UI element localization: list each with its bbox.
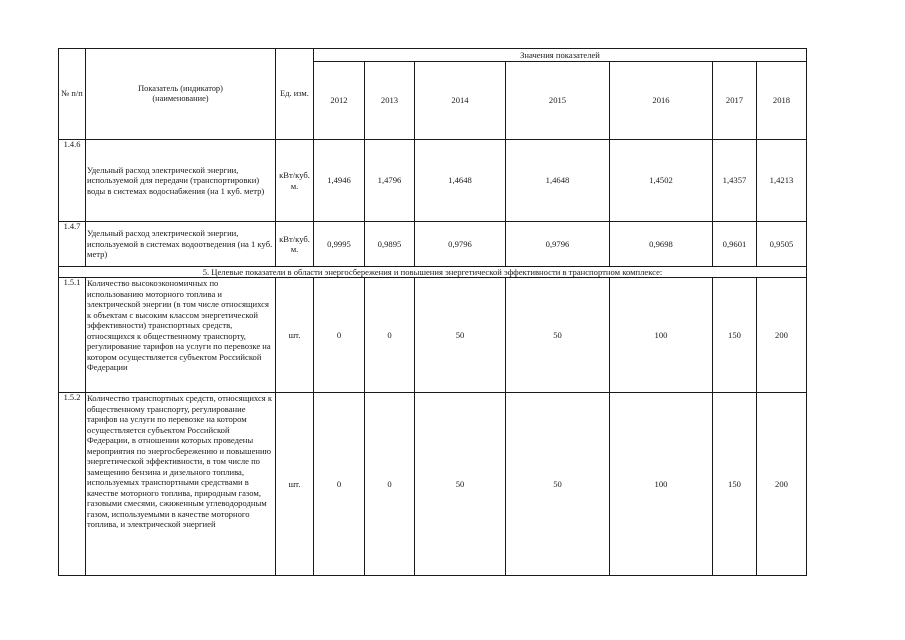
value-cell: 100: [610, 278, 713, 393]
table-row: [59, 278, 807, 393]
value-cell: 0,9796: [415, 222, 506, 267]
row-num: 1.5.1: [59, 278, 86, 393]
value-cell: 200: [757, 278, 807, 393]
value-cell: 0: [365, 393, 415, 576]
value-cell: 0,9601: [713, 222, 757, 267]
row-indicator: Количество транспортных средств, относящихся к общественному транспорту, регулирование тарифов на услуги по перевозке на котором осуществляется субъектом Российской Федерации, в отношении которых проведены мероприятия по энергосбережению и повышению энергетической эффективности, в том числе по замещению бензина и дизельного топлива, используемых транспортными средствами в качестве моторного топлива, природным газом, газовыми смесями, сжиженным углеводородным газом, используемыми в качестве моторного топлива, и электрической энергией: [86, 393, 276, 576]
header-year-2012: 2012: [314, 62, 365, 140]
value-cell: 1,4502: [610, 140, 713, 222]
header-unit: Ед. изм.: [276, 49, 314, 140]
section-row: [59, 267, 807, 278]
row-unit: шт.: [276, 278, 314, 393]
value-cell: 0: [314, 278, 365, 393]
row-unit: кВт/куб. м.: [276, 222, 314, 267]
indicators-table: [58, 48, 807, 576]
value-cell: 50: [415, 278, 506, 393]
value-cell: 1,4648: [415, 140, 506, 222]
value-cell: 150: [713, 278, 757, 393]
header-indicator: Показатель (индикатор) (наименование): [86, 49, 276, 140]
table-row: [59, 222, 807, 267]
value-cell: 200: [757, 393, 807, 576]
value-cell: 1,4648: [506, 140, 610, 222]
row-indicator: Удельный расход электрической энергии, используемой для передачи (транспортировки) воды в системах водоснабжения (на 1 куб. метр): [86, 140, 276, 222]
value-cell: 50: [415, 393, 506, 576]
row-num: 1.4.6: [59, 140, 86, 222]
value-cell: 0: [314, 393, 365, 576]
header-num: № п/п: [59, 49, 86, 140]
header-year-2018: 2018: [757, 62, 807, 140]
header-year-2013: 2013: [365, 62, 415, 140]
header-year-2015: 2015: [506, 62, 610, 140]
header-year-2017: 2017: [713, 62, 757, 140]
table-row: [59, 140, 807, 222]
row-num: 1.5.2: [59, 393, 86, 576]
value-cell: 0,9796: [506, 222, 610, 267]
value-cell: 1,4357: [713, 140, 757, 222]
value-cell: 1,4946: [314, 140, 365, 222]
row-unit: шт.: [276, 393, 314, 576]
section-title: 5. Целевые показатели в области энергосбережения и повышения энергетической эффективности в транспортном комплексе:: [59, 267, 807, 278]
table-row: [59, 393, 807, 576]
value-cell: 0,9698: [610, 222, 713, 267]
row-unit: кВт/куб. м.: [276, 140, 314, 222]
row-indicator: Количество высокоэкономичных по использованию моторного топлива и электрической энергии (в том числе относящихся к объектам с высоким классом энергетической эффективности) транспортных средств, относящихся к общественному транспорту, регулирование тарифов на услуги по перевозке на котором осуществляется субъектом Российской Федерации: [86, 278, 276, 393]
value-cell: 150: [713, 393, 757, 576]
value-cell: 0,9895: [365, 222, 415, 267]
header-year-2014: 2014: [415, 62, 506, 140]
value-cell: 100: [610, 393, 713, 576]
value-cell: 0: [365, 278, 415, 393]
row-num: 1.4.7: [59, 222, 86, 267]
value-cell: 1,4796: [365, 140, 415, 222]
header-year-2016: 2016: [610, 62, 713, 140]
value-cell: 1,4213: [757, 140, 807, 222]
value-cell: 50: [506, 278, 610, 393]
row-indicator: Удельный расход электрической энергии, используемой в системах водоотведения (на 1 куб. метр): [86, 222, 276, 267]
header-values-group: Значения показателей: [314, 49, 807, 62]
value-cell: 50: [506, 393, 610, 576]
value-cell: 0,9505: [757, 222, 807, 267]
value-cell: 0,9995: [314, 222, 365, 267]
